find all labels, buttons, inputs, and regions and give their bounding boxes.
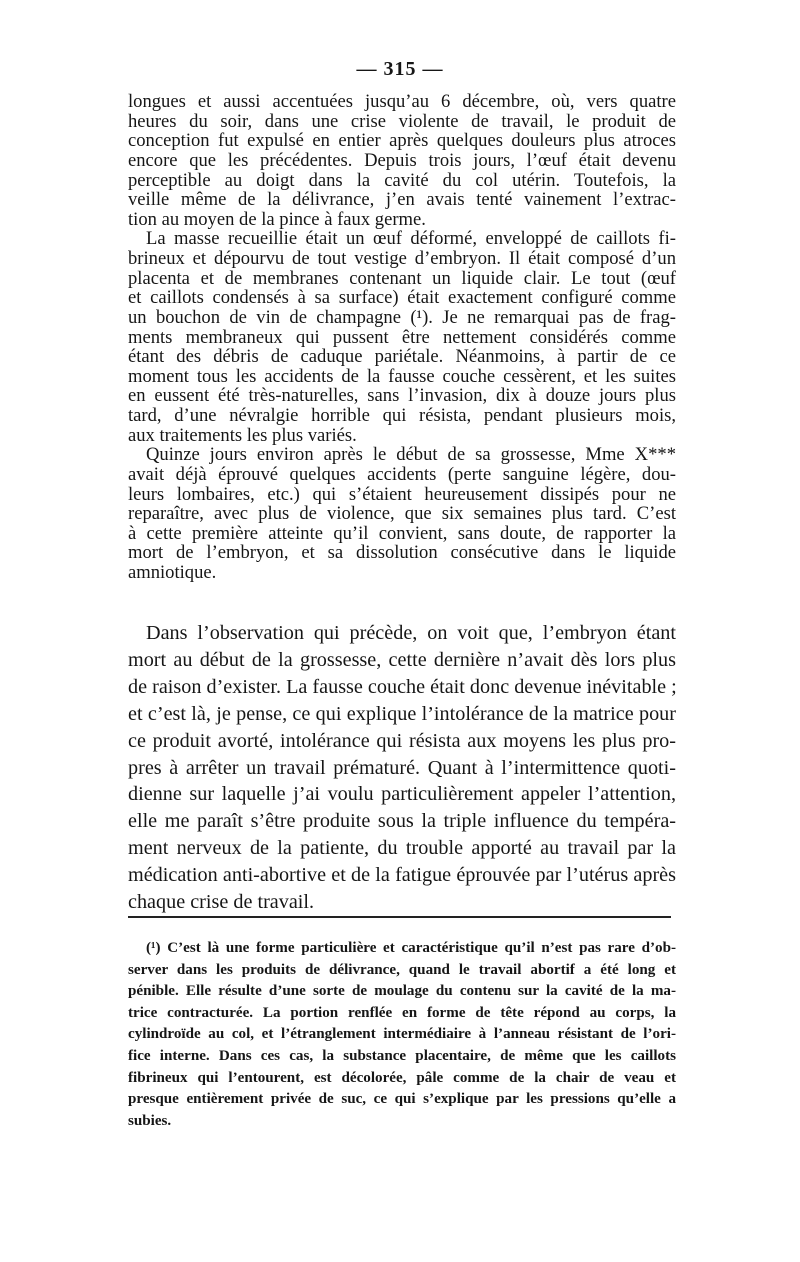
text-line: heures du soir, dans une crise violente de travail, le produit de: [128, 110, 676, 132]
text-line: placenta et de membranes contenant un liquide clair. Le tout (œuf: [128, 267, 676, 289]
text-line: reparaître, avec plus de violence, que six semaines plus tard. C’est: [128, 503, 676, 525]
text-line: aux traitements les plus variés.: [128, 424, 357, 446]
text-line: tion au moyen de la pince à faux germe.: [128, 208, 426, 230]
text-line: moment tous les accidents de la fausse couche cessèrent, et les suites: [128, 365, 676, 387]
text-line: en eussent été très-naturelles, sans l’invasion, dix à douze jours plus: [128, 385, 676, 407]
footnote-divider: [128, 916, 671, 918]
text-line: encore que les précédentes. Depuis trois jours, l’œuf était devenu: [128, 149, 676, 171]
text-line: un bouchon de vin de champagne (¹). Je ne remarquai pas de frag-: [128, 306, 676, 328]
text-line: à cette première atteinte qu’il convient, sans doute, de rapporter la: [128, 522, 676, 544]
text-line: longues et aussi accentuées jusqu’au 6 décembre, où, vers quatre: [128, 91, 676, 112]
observation-paragraphs: [128, 92, 676, 583]
text-line: leurs lombaires, etc.) qui s’étaient heureusement dissipés pour ne: [128, 483, 676, 505]
text-line: Dans l’observation qui précède, on voit que, l’embryon étant: [146, 622, 676, 644]
text-line: avait déjà éprouvé quelques accidents (perte sanguine légère, dou-: [128, 463, 676, 485]
text-line: tard, d’une névralgie horrible qui résista, pendant plusieurs mois,: [128, 405, 676, 426]
footnote-line: subies.: [128, 1112, 172, 1129]
commentary-paragraph: [128, 620, 676, 916]
text-line: et c’est là, je pense, ce qui explique l’intolérance de la matrice pour: [128, 702, 676, 725]
text-line: chaque crise de travail.: [128, 891, 315, 914]
text-line: perceptible au doigt dans la cavité du col utérin. Toutefois, la: [128, 169, 676, 191]
text-line: étant des débris de caduque pariétale. Néanmoins, à partir de ce: [128, 346, 676, 368]
text-line: La masse recueillie était un œuf déformé, enveloppé de caillots fi-: [146, 228, 676, 250]
text-line: mort au début de la grossesse, cette dernière n’avait dès lors plus: [128, 648, 676, 671]
footnote-line: fice interne. Dans ces cas, la substance placentaire, de même que les caillots: [128, 1047, 676, 1064]
page-number: — 315 —: [356, 58, 444, 80]
text-line: ments membraneux qui pussent être nettement considérés comme: [128, 326, 676, 348]
footnote-line: trice contracturée. La portion renflée en forme de tête répond au corps, la: [128, 1004, 676, 1021]
footnote-line: cylindroïde au col, et l’étranglement intermédiaire à l’anneau résistant de l’ori-: [128, 1026, 676, 1043]
footnote: [128, 938, 676, 1132]
footnote-line: presque entièrement privée de suc, ce qui s’explique par les pressions qu’elle a: [128, 1091, 676, 1108]
text-line: mort de l’embryon, et sa dissolution consécutive dans le liquide: [128, 542, 676, 564]
text-line: pres à arrêter un travail prématuré. Quant à l’intermittence quoti-: [128, 756, 676, 779]
footnote-line: (¹) C’est là une forme particulière et caractéristique qu’il n’est pas rare d’ob-: [146, 940, 676, 956]
footnote-line: server dans les produits de délivrance, quand le travail abortif a été long et: [128, 961, 676, 978]
text-line: conception fut expulsé en entier après quelques douleurs plus atroces: [128, 130, 676, 152]
text-line: ment nerveux de la patiente, du trouble apporté au travail par la: [128, 837, 676, 860]
text-line: veille même de la délivrance, j’en avais tenté vainement l’extrac-: [128, 189, 676, 211]
text-line: elle me paraît s’être produite sous la triple influence du tempéra-: [128, 810, 676, 833]
text-line: brineux et dépourvu de tout vestige d’embryon. Il était composé d’un: [128, 248, 676, 269]
footnote-line: pénible. Elle résulte d’une sorte de moulage du contenu sur la cavité de la ma-: [128, 983, 676, 1000]
text-line: de raison d’exister. La fausse couche était donc devenue inévitable ;: [128, 675, 677, 698]
footnote-line: fibrineux qui l’entourent, est décolorée, pâle comme de la chair de veau et: [128, 1069, 676, 1086]
text-line: ce produit avorté, intolérance qui résista aux moyens les plus pro-: [128, 729, 676, 752]
text-line: et caillots condensés à sa surface) était exactement configuré comme: [128, 287, 676, 309]
text-line: médication anti-abortive et de la fatigue éprouvée par l’utérus après: [128, 864, 676, 887]
text-line: Quinze jours environ après le début de sa grossesse, Mme X***: [146, 444, 676, 466]
text-line: amniotique.: [128, 562, 217, 583]
text-line: dienne sur laquelle j’ai voulu particulièrement appeler l’attention,: [128, 783, 676, 806]
